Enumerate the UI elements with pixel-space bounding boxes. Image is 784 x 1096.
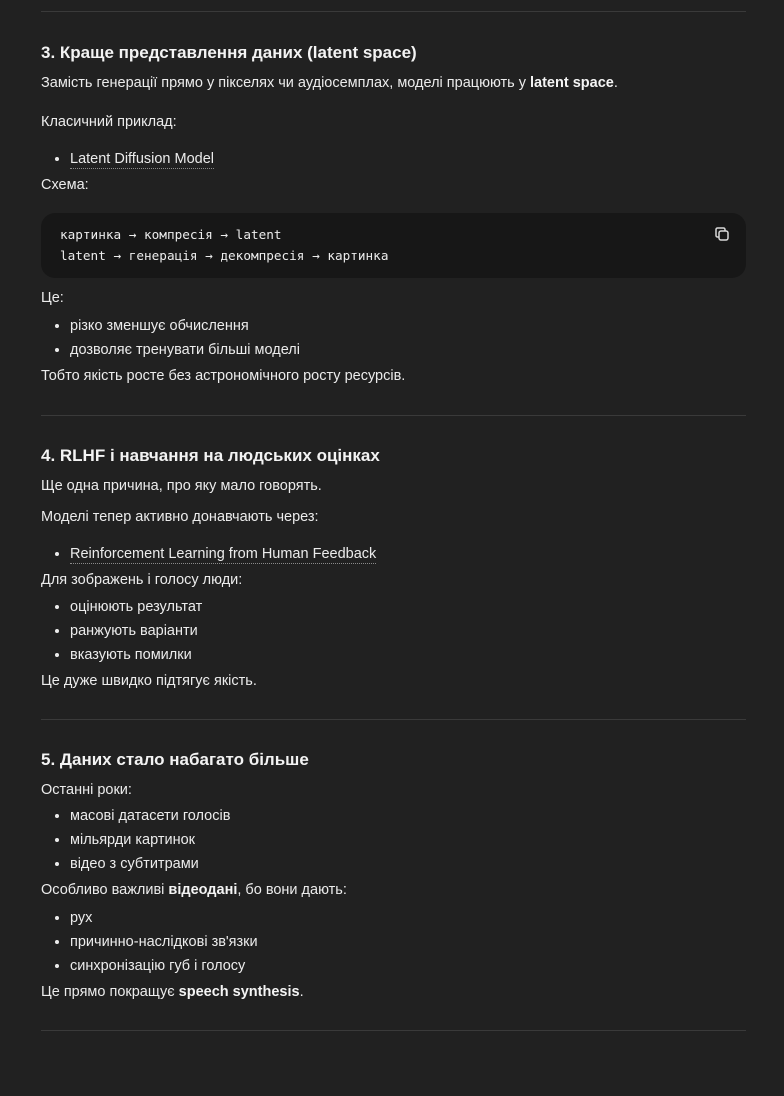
section-4-train-label: Моделі тепер активно донавчають через: [41,509,319,525]
code-line: latent → генерація → декомпресія → картинка [60,248,389,263]
section-5-video-list [41,908,746,976]
section-4-train-list [41,544,746,564]
list-item: • рух [70,908,746,928]
section-5-video-bold: відеодані [168,882,238,898]
code-line: картинка → компресія → latent [60,227,282,242]
section-5-conclusion-bold: speech synthesis [178,984,300,1000]
section-3-example-label: Класичний приклад: [41,114,177,130]
list-item: • причинно-наслідкові зв'язки [70,932,746,952]
section-3-title: 3. Краще представлення даних (latent space) [41,43,417,62]
list-item: • масові датасети голосів [70,806,746,826]
list-item: • дозволяє тренувати більші моделі [70,340,746,360]
list-item: • синхронізацію губ і голосу [70,956,746,976]
list-item: • вказують помилки [70,645,746,665]
divider [41,11,746,12]
section-4-people-list [41,597,746,665]
section-5-video-suffix: , бо вони дають: [237,882,347,898]
divider [41,719,746,720]
section-5-recent-list [41,806,746,874]
section-3-example-list [41,149,746,169]
section-3-scheme-label: Схема: [41,177,89,193]
section-5-video-prefix: Особливо важливі [41,882,169,898]
section-5-conclusion-suffix: . [299,984,304,1000]
section-4-intro: Ще одна причина, про яку мало говорять. [41,478,322,494]
section-3-intro [41,73,746,93]
section-rlhf [41,445,746,691]
section-3-intro-suffix: . [613,75,618,91]
divider [41,415,746,416]
list-item [70,544,746,564]
section-4-title: 4. RLHF і навчання на людських оцінках [41,446,380,465]
section-3-intro-bold: latent space [530,75,614,91]
section-latent-space [41,42,746,386]
section-3-effect-label: Це: [41,290,64,306]
list-item [70,149,746,169]
section-5-recent-label: Останні роки: [41,782,132,798]
chat-message-content [41,0,746,1031]
list-item: • мільярди картинок [70,830,746,850]
section-3-intro-text: Замість генерації прямо у пікселях чи аудіосемплах, моделі працюють у [41,75,531,91]
list-item: • оцінюють результат [70,597,746,617]
section-3-effects-list [41,316,746,360]
section-3-conclusion: Тобто якість росте без астрономічного росту ресурсів. [41,368,406,384]
list-item: • різко зменшує обчислення [70,316,746,336]
list-item: • ранжують варіанти [70,621,746,641]
code-block [41,213,746,278]
section-more-data [41,749,746,1002]
section-5-conclusion [41,982,746,1002]
section-5-title: 5. Даних стало набагато більше [41,750,309,769]
section-4-people-label: Для зображень і голосу люди: [41,572,243,588]
rlhf-link[interactable]: Reinforcement Learning from Human Feedback [70,546,377,562]
section-4-conclusion: Це дуже швидко підтягує якість. [41,673,257,689]
latent-diffusion-link[interactable]: Latent Diffusion Model [70,151,215,167]
list-item: • відео з субтитрами [70,854,746,874]
divider [41,1030,746,1031]
section-5-conclusion-prefix: Це прямо покращує [41,984,179,1000]
copy-icon[interactable] [713,225,731,243]
section-5-video-text [41,880,746,900]
